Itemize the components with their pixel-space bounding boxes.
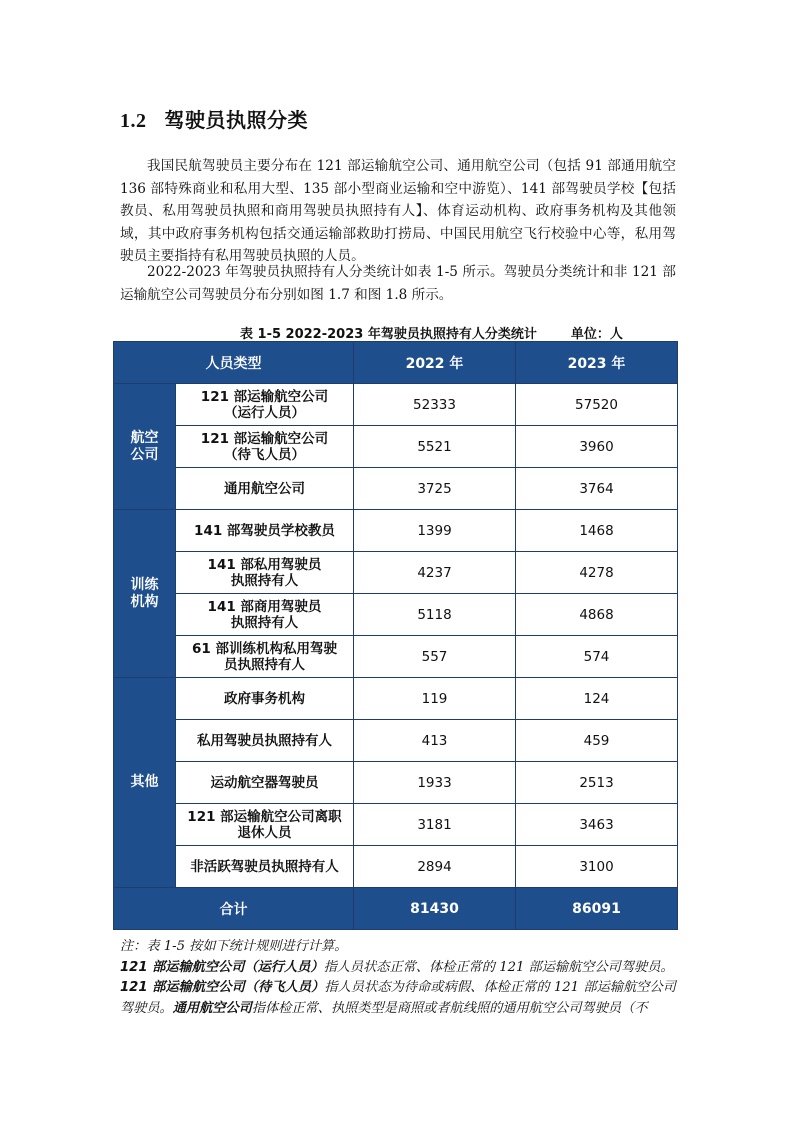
table-row (114, 384, 678, 426)
value-2023: 1468 (516, 510, 678, 552)
note-text: 指体检正常、执照类型是商照或者航线照的通用航空公司驾驶员（不 (251, 1000, 648, 1016)
row-label: 121 部运输航空公司 （待飞人员） (176, 426, 354, 468)
header-personnel-type: 人员类型 (114, 342, 354, 384)
value-2023: 4868 (516, 594, 678, 636)
row-label: 61 部训练机构私用驾驶 员执照持有人 (176, 636, 354, 678)
total-row (114, 888, 678, 930)
total-2023: 86091 (516, 888, 678, 930)
note-term: 121 部运输航空公司（待飞人员） (120, 980, 325, 995)
row-label: 141 部私用驾驶员 执照持有人 (176, 552, 354, 594)
row-label: 121 部运输航空公司离职 退休人员 (176, 804, 354, 846)
group-label: 航空 公司 (114, 384, 176, 510)
table-row (114, 846, 678, 888)
value-2023: 124 (516, 678, 678, 720)
header-2023: 2023 年 (516, 342, 678, 384)
note-term: 121 部运输航空公司（运行人员） (120, 959, 324, 975)
table-unit: 单位：人 (570, 327, 623, 342)
section-heading (120, 104, 308, 133)
table-row (114, 636, 678, 678)
row-label: 141 部商用驾驶员 执照持有人 (176, 594, 354, 636)
value-2023: 574 (516, 636, 678, 678)
value-2022: 413 (354, 720, 516, 762)
value-2022: 4237 (354, 552, 516, 594)
table-row (114, 468, 678, 510)
table-row (114, 762, 678, 804)
value-2022: 119 (354, 678, 516, 720)
table-caption-title: 表 1-5 2022-2023 年驾驶员执照持有人分类统计 (240, 327, 537, 342)
row-label: 141 部驾驶员学校教员 (176, 510, 354, 552)
value-2022: 1399 (354, 510, 516, 552)
value-2022: 3181 (354, 804, 516, 846)
table-notes (120, 937, 676, 1019)
note-operating-crew (120, 958, 676, 979)
group-label: 训练 机构 (114, 510, 176, 678)
note-term: 通用航空公司 (172, 1000, 252, 1016)
value-2023: 3100 (516, 846, 678, 888)
row-label: 通用航空公司 (176, 468, 354, 510)
value-2023: 4278 (516, 552, 678, 594)
value-2023: 57520 (516, 384, 678, 426)
table-row (114, 510, 678, 552)
note-text: 指人员状态为待命或病假、体检正常的 121 部运输航空公司驾驶员。 (120, 980, 676, 1016)
pilot-classification-table (113, 341, 678, 930)
row-label: 非活跃驾驶员执照持有人 (176, 846, 354, 888)
note-text: 指人员状态正常、体检正常的 121 部运输航空公司驾驶员。 (323, 959, 674, 975)
table-row (114, 552, 678, 594)
value-2023: 2513 (516, 762, 678, 804)
table-caption (240, 323, 623, 342)
notes-intro: 注：表 1-5 按如下统计规则进行计算。 (120, 939, 348, 954)
value-2023: 3463 (516, 804, 678, 846)
total-2022: 81430 (354, 888, 516, 930)
header-2022: 2022 年 (354, 342, 516, 384)
row-label: 私用驾驶员执照持有人 (176, 720, 354, 762)
value-2022: 557 (354, 636, 516, 678)
table-row (114, 720, 678, 762)
paragraph-table-reference: 2022-2023 年驾驶员执照持有人分类统计如表 1-5 所示。驾驶员分类统计和非 121 部运输航空公司驾驶员分布分别如图 1.7 和图 1.8 所示。 (120, 264, 676, 303)
table-row (114, 594, 678, 636)
value-2022: 3725 (354, 468, 516, 510)
table-row (114, 678, 678, 720)
value-2022: 52333 (354, 384, 516, 426)
value-2022: 5521 (354, 426, 516, 468)
value-2022: 2894 (354, 846, 516, 888)
table-body (114, 384, 678, 888)
table-row (114, 426, 678, 468)
table-row (114, 804, 678, 846)
section-number: 1.2 (120, 110, 147, 132)
note-standby-crew (120, 978, 676, 1019)
value-2023: 3764 (516, 468, 678, 510)
group-label: 其他 (114, 678, 176, 888)
paragraph-distribution: 我国民航驾驶员主要分布在 121 部运输航空公司、通用航空公司（包括 91 部通用航空 136 部特殊商业和私用大型、135 部小型商业运输和空中游览）、141 部驾驶员学校【包括教员、私用驾驶员执照和商用驾驶员执照持有人】、体育运动机构、政府事务机构及其他领域，其中政府事务机构包括交通运输部救助打捞局、中国民用航空飞行校验中心等，私用驾驶员主要指持有私用驾驶员执照的人员。 (120, 158, 676, 264)
value-2023: 3960 (516, 426, 678, 468)
value-2023: 459 (516, 720, 678, 762)
section-title: 驾驶员执照分类 (164, 108, 308, 132)
row-label: 政府事务机构 (176, 678, 354, 720)
row-label: 运动航空器驾驶员 (176, 762, 354, 804)
table-header-row (114, 342, 678, 384)
total-label: 合计 (114, 888, 354, 930)
value-2022: 1933 (354, 762, 516, 804)
value-2022: 5118 (354, 594, 516, 636)
row-label: 121 部运输航空公司 （运行人员） (176, 384, 354, 426)
